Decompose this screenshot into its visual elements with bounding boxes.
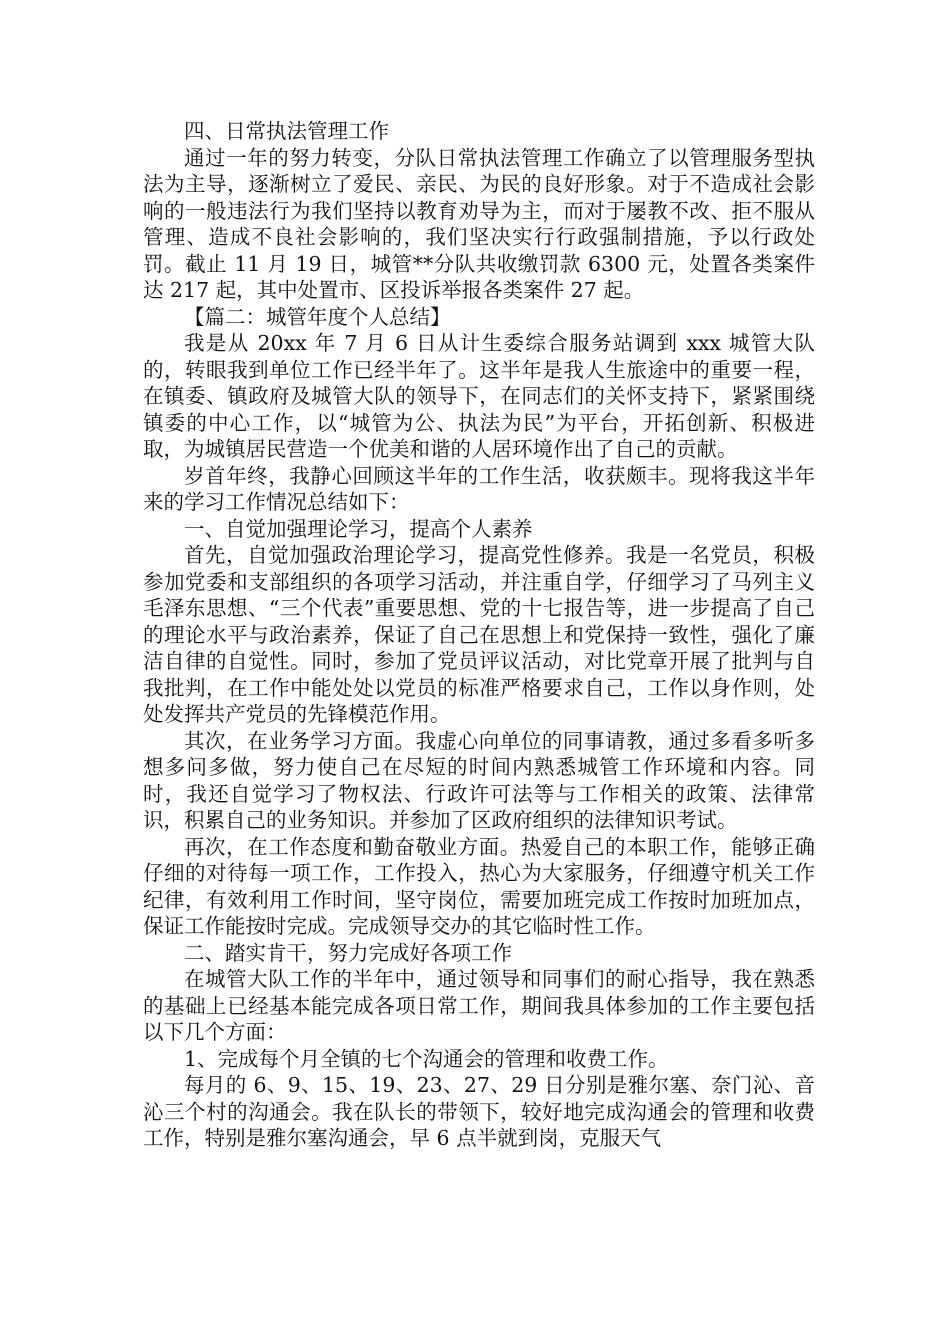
article-title: 【篇二：城管年度个人总结】 <box>184 304 451 329</box>
paragraph: 其次，在业务学习方面。我虚心向单位的同事请教，通过多看多听多想多问多做，努力使自己在尽短的时间内熟悉城管工作环境和内容。同时，我还自觉学习了物权法、行政许可法等与工作相关的政策、法律常识，积累自己的业务知识。并参加了区政府组织的法律知识考试。 <box>143 728 815 832</box>
paragraph: 我是从 20xx 年 7 月 6 日从计生委综合服务站调到 xxx 城管大队的，转眼我到单位工作已经半年了。这半年是我人生旅途中的重要一程，在镇委、镇政府及城管大队的领导下，在同志们的关怀支持下，紧紧围绕镇委的中心工作，以“城管为公、执法为民”为平台，开拓创新、积极进取，为城镇居民营造一个优美和谐的人居环境作出了自己的贡献。 <box>143 331 815 461</box>
section-heading: 二、踏实肯干，努力完成好各项工作 <box>184 940 512 965</box>
sub-heading: 1、完成每个月全镇的七个沟通会的管理和收费工作。 <box>184 1046 669 1071</box>
paragraph: 再次，在工作态度和勤奋敬业方面。热爱自己的本职工作，能够正确仔细的对待每一项工作，工作投入，热心为大家服务，仔细遵守机关工作纪律，有效利用工作时间，坚守岗位，需要加班完成工作按时加班加点，保证工作能按时完成。完成领导交办的其它临时性工作。 <box>143 834 815 938</box>
section-heading: 四、日常执法管理工作 <box>184 119 389 143</box>
paragraph: 岁首年终，我静心回顾这半年的工作生活，收获颇丰。现将我这半年来的学习工作情况总结如下： <box>143 463 815 514</box>
paragraph: 每月的 6、9、15、19、23、27、29 日分别是雅尔塞、奈门沁、音沁三个村的沟通会。我在队长的带领下，较好地完成沟通会的管理和收费工作，特别是雅尔塞沟通会，早 6 点半就到岗，克服天气 <box>143 1073 815 1150</box>
paragraph: 通过一年的努力转变，分队日常执法管理工作确立了以管理服务型执法为主导，逐渐树立了爱民、亲民、为民的良好形象。对于不造成社会影响的一般违法行为我们坚持以教育劝导为主，而对于屡教不改、拒不服从管理、造成不良社会影响的，我们坚决实行行政强制措施，予以行政处罚。截止 11 月 19 日，城管**分队共收缴罚款 6300 元，处置各类案件达 217 起，其中处置市、区投诉举报各类案件 27 起。 <box>143 145 815 302</box>
paragraph: 在城管大队工作的半年中，通过领导和同事们的耐心指导，我在熟悉的基础上已经基本能完成各项日常工作，期间我具体参加的工作主要包括以下几个方面： <box>143 967 815 1044</box>
section-heading: 一、自觉加强理论学习，提高个人素养 <box>184 516 533 541</box>
paragraph: 首先，自觉加强政治理论学习，提高党性修养。我是一名党员，积极参加党委和支部组织的各项学习活动，并注重自学，仔细学习了马列主义毛泽东思想、“三个代表”重要思想、党的十七报告等，进一步提高了自己的理论水平与政治素养，保证了自己在思想上和党保持一致性，强化了廉洁自律的自觉性。同时，参加了党员评议活动，对比党章开展了批判与自我批判，在工作中能处处以党员的标准严格要求自己，工作以身作则，处处发挥共产党员的先锋模范作用。 <box>143 543 815 726</box>
document-body <box>143 118 815 1152</box>
